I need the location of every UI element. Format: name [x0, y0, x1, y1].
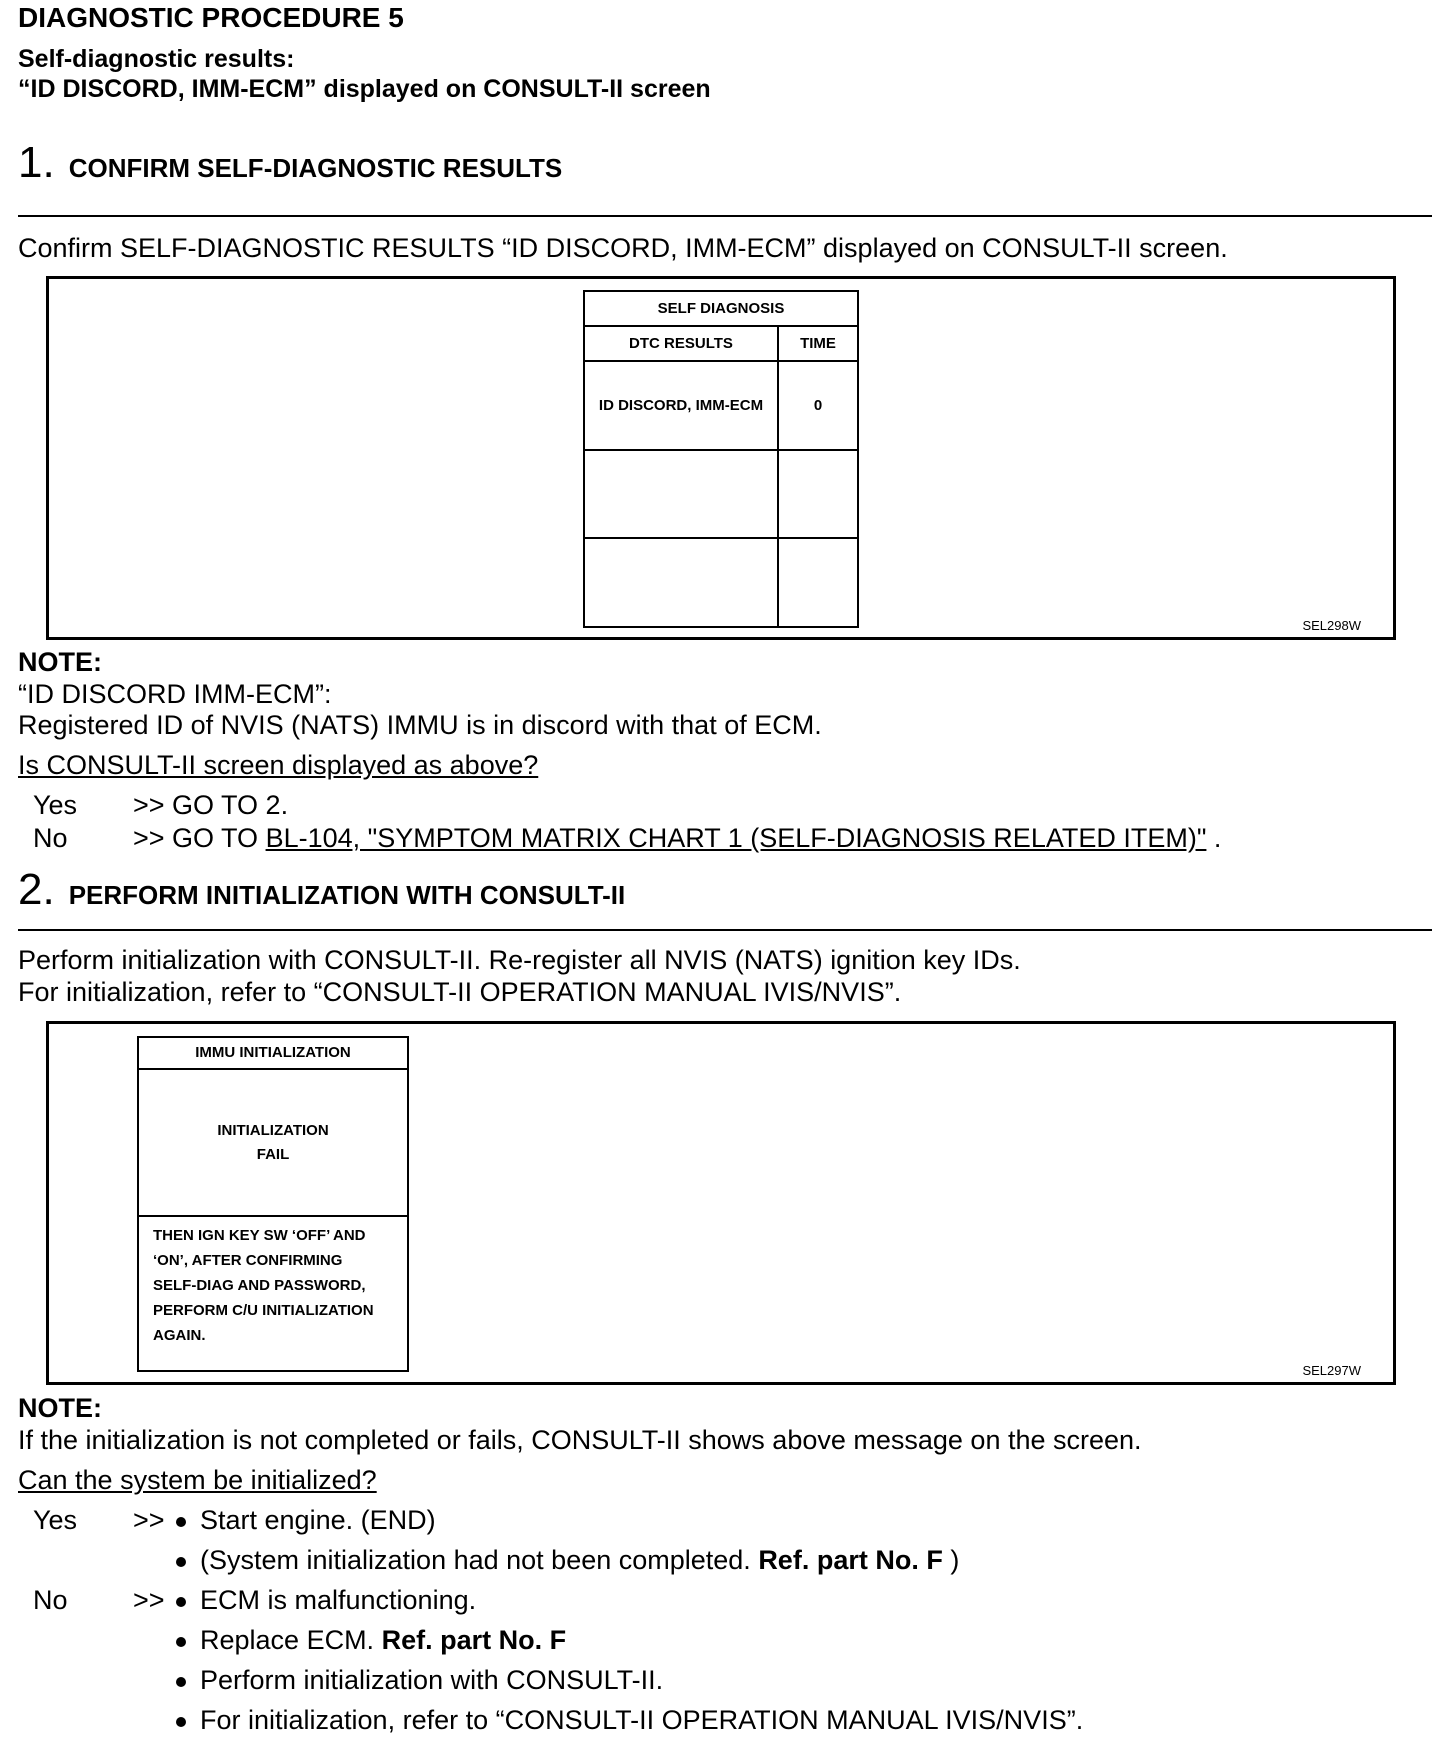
- bullet-icon: [176, 1717, 186, 1727]
- step-2-label: PERFORM INITIALIZATION WITH CONSULT-II: [68, 880, 626, 910]
- screen-header: SELF DIAGNOSIS: [584, 291, 858, 326]
- message-line-2: ‘ON’, AFTER CONFIRMING: [153, 1252, 343, 1269]
- step-1-instruction: Confirm SELF-DIAGNOSTIC RESULTS “ID DISCORD, IMM-ECM” displayed on CONSULT-II screen.: [18, 233, 1228, 263]
- column-header-time: TIME: [778, 326, 858, 361]
- self-diagnosis-figure: [46, 276, 1396, 640]
- message-line-1: THEN IGN KEY SW ‘OFF’ AND: [153, 1227, 366, 1244]
- immu-initialization-screen: [137, 1036, 409, 1372]
- dtc-result-cell: ID DISCORD, IMM-ECM: [584, 361, 778, 450]
- status-line-2: FAIL: [256, 1145, 290, 1163]
- step-1-yes-label: Yes: [33, 790, 78, 820]
- no-action-suffix: .: [1206, 823, 1222, 853]
- step-1-divider: [18, 215, 1432, 217]
- empty-cell: [778, 450, 858, 538]
- step-1-yes-action: >> GO TO 2.: [133, 790, 289, 820]
- step-1-no-action: [133, 822, 1221, 854]
- step-1-note-line-2: Registered ID of NVIS (NATS) IMMU is in discord with that of ECM.: [18, 710, 822, 740]
- page-subtitle: [18, 44, 711, 104]
- immu-initialization-figure: [46, 1021, 1396, 1385]
- bullet-icon: [176, 1597, 186, 1607]
- step-2-yes-label: Yes: [33, 1505, 78, 1535]
- yes-item-1-text: Start engine. (END): [200, 1505, 436, 1535]
- message-line-5: AGAIN.: [153, 1327, 206, 1344]
- no-item-2-text: Replace ECM.: [200, 1625, 382, 1655]
- step-2-divider: [18, 929, 1432, 931]
- no-item-1-text: ECM is malfunctioning.: [200, 1585, 477, 1615]
- bullet-icon: [176, 1637, 186, 1647]
- subtitle-line-2: “ID DISCORD, IMM-ECM” displayed on CONSULT-II screen: [18, 75, 711, 103]
- step-2-yes-arrow: >>: [133, 1505, 165, 1535]
- message-line-3: SELF-DIAG AND PASSWORD,: [153, 1277, 366, 1294]
- symptom-matrix-link[interactable]: BL-104, "SYMPTOM MATRIX CHART 1 (SELF-DIAGNOSIS RELATED ITEM)": [265, 823, 1207, 853]
- step-1-heading: [18, 138, 563, 187]
- empty-cell: [778, 538, 858, 627]
- yes-item-2-tail: ): [942, 1545, 960, 1575]
- yes-item-2-text: (System initialization had not been completed.: [200, 1545, 759, 1575]
- no-item-4: [176, 1704, 1083, 1736]
- initialization-status: [139, 1070, 407, 1217]
- step-2-note-label: NOTE:: [18, 1393, 102, 1423]
- no-action-prefix: >> GO TO: [133, 823, 266, 853]
- bullet-icon: [176, 1557, 186, 1567]
- initialization-message: [139, 1217, 407, 1348]
- empty-cell: [584, 450, 778, 538]
- step-1-no-label: No: [33, 823, 68, 853]
- no-item-2-ref: Ref. part No. F: [381, 1625, 567, 1655]
- self-diagnosis-screen: [583, 290, 859, 628]
- step-1-number: 1.: [18, 138, 55, 187]
- step-2-heading: [18, 865, 626, 914]
- no-item-3: [176, 1664, 663, 1696]
- no-item-4-text: For initialization, refer to “CONSULT-II OPERATION MANUAL IVIS/NVIS”.: [200, 1705, 1084, 1735]
- dtc-time-cell: 0: [778, 361, 858, 450]
- yes-item-2-ref: Ref. part No. F: [758, 1545, 943, 1575]
- step-2-note-text: If the initialization is not completed or fails, CONSULT-II shows above message on the screen.: [18, 1425, 1142, 1455]
- step-2-instruction-line-1: Perform initialization with CONSULT-II. Re-register all NVIS (NATS) ignition key IDs.: [18, 945, 1021, 975]
- empty-cell: [584, 538, 778, 627]
- step-1-note-line-1: “ID DISCORD IMM-ECM”:: [18, 679, 332, 709]
- step-2-no-arrow: >>: [133, 1585, 165, 1615]
- immu-screen-header: IMMU INITIALIZATION: [139, 1038, 407, 1070]
- step-2-no-label: No: [33, 1585, 68, 1615]
- no-item-2: [176, 1624, 566, 1656]
- no-item-3-text: Perform initialization with CONSULT-II.: [200, 1665, 664, 1695]
- page-title: DIAGNOSTIC PROCEDURE 5: [18, 2, 404, 33]
- column-header-dtc: DTC RESULTS: [584, 326, 778, 361]
- figure-reference: SEL297W: [1302, 1363, 1361, 1378]
- subtitle-line-1: Self-diagnostic results:: [18, 45, 295, 73]
- no-item-1: [176, 1584, 476, 1616]
- step-1-note-label: NOTE:: [18, 647, 102, 677]
- step-2-question: Can the system be initialized?: [18, 1465, 377, 1495]
- figure-reference: SEL298W: [1302, 618, 1361, 633]
- yes-item-1: [176, 1504, 436, 1536]
- step-2-instruction-line-2: For initialization, refer to “CONSULT-II OPERATION MANUAL IVIS/NVIS”.: [18, 977, 902, 1007]
- step-1-question: Is CONSULT-II screen displayed as above?: [18, 750, 539, 780]
- bullet-icon: [176, 1677, 186, 1687]
- yes-item-2: [176, 1544, 959, 1576]
- step-2-number: 2.: [18, 865, 55, 914]
- message-line-4: PERFORM C/U INITIALIZATION: [153, 1302, 374, 1319]
- step-1-label: CONFIRM SELF-DIAGNOSTIC RESULTS: [68, 153, 563, 183]
- status-line-1: INITIALIZATION: [217, 1121, 329, 1139]
- bullet-icon: [176, 1517, 186, 1527]
